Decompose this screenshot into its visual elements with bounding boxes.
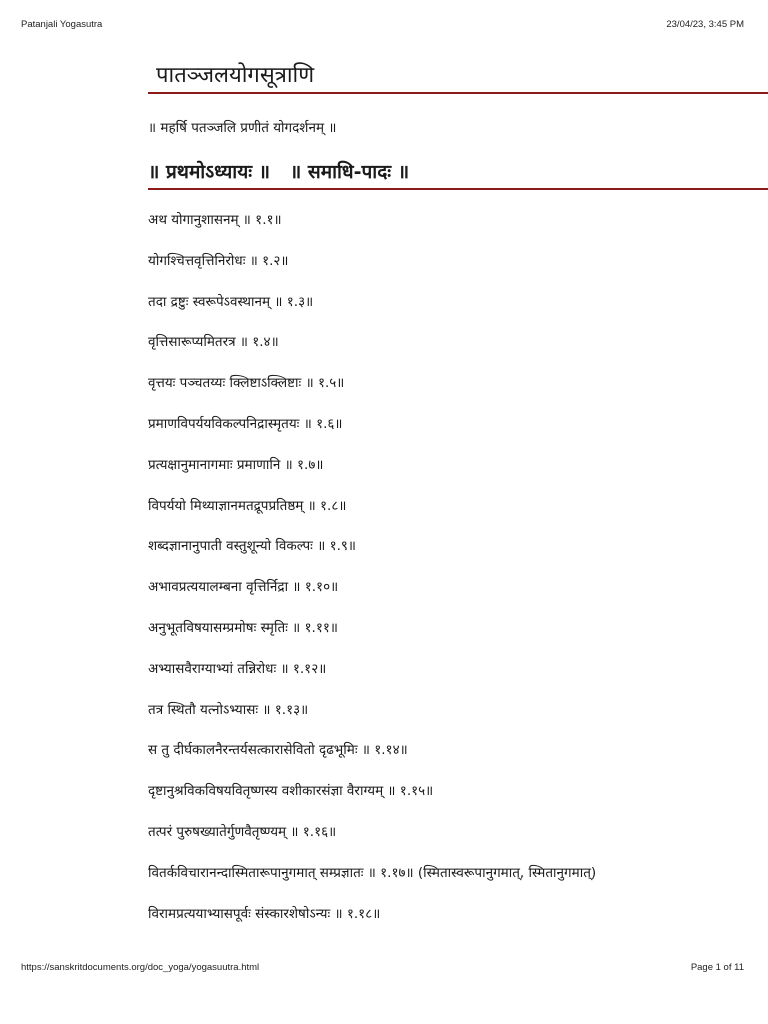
sutra-line: वृत्तयः पञ्चतय्यः क्लिष्टाऽक्लिष्टाः ॥ १.५॥ (148, 375, 345, 392)
sutra-line: तदा द्रष्टुः स्वरूपेऽवस्थानम् ॥ १.३॥ (148, 293, 314, 310)
sutra-line: स तु दीर्घकालनैरन्तर्यसत्कारासेवितो दृढभूमिः ॥ १.१४॥ (148, 742, 408, 759)
chapter-heading: ॥ प्रथमोऽध्यायः ॥ ॥ समाधि-पादः ॥ (148, 158, 768, 190)
document-content (148, 58, 768, 938)
print-header-title: Patanjali Yogasutra (21, 19, 103, 30)
print-header (21, 19, 744, 30)
sutra-line: प्रत्यक्षानुमानागमाः प्रमाणानि ॥ १.७॥ (148, 456, 324, 473)
sutra-list (148, 210, 768, 924)
page-title: पातञ्जलयोगसूत्राणि (148, 58, 768, 94)
sutra-line: वृत्तिसारूप्यमितरत्र ॥ १.४॥ (148, 334, 279, 351)
sutra-line: शब्दज्ञानानुपाती वस्तुशून्यो विकल्पः ॥ १.९॥ (148, 538, 356, 555)
sutra-line: वितर्कविचारानन्दास्मितारूपानुगमात् सम्प्रज्ञातः ॥ १.१७॥ (स्मितास्वरूपानुगमात्, स्मितानुगमात्) (148, 864, 597, 881)
print-footer-page: Page 1 of 11 (690, 962, 744, 973)
sutra-line: अभावप्रत्ययालम्बना वृत्तिर्निद्रा ॥ १.१०॥ (148, 579, 339, 596)
sutra-line: प्रमाणविपर्ययविकल्पनिद्रास्मृतयः ॥ १.६॥ (148, 415, 343, 432)
print-footer-url[interactable]: https://sanskritdocuments.org/doc_yoga/yogasuutra.html (21, 962, 260, 973)
print-header-datetime: 23/04/23, 3:45 PM (666, 19, 744, 30)
sutra-line: अथ योगानुशासनम् ॥ १.१॥ (148, 212, 282, 228)
sutra-line: अभ्यासवैराग्याभ्यां तन्निरोधः ॥ १.१२॥ (148, 660, 327, 677)
page-subtitle: ॥ महर्षि पतञ्जलि प्रणीतं योगदर्शनम् ॥ (148, 120, 337, 136)
sutra-line: अनुभूतविषयासम्प्रमोषः स्मृतिः ॥ १.११॥ (148, 619, 338, 636)
sutra-line: विपर्ययो मिथ्याज्ञानमतद्रूपप्रतिष्ठम् ॥ १.८॥ (148, 497, 347, 514)
sutra-line: योगश्चित्तवृत्तिनिरोधः ॥ १.२॥ (148, 252, 289, 269)
sutra-line: तत्र स्थितौ यत्नोऽभ्यासः ॥ १.१३॥ (148, 701, 309, 718)
sutra-line: विरामप्रत्ययाभ्यासपूर्वः संस्कारशेषोऽन्यः ॥ १.१८॥ (148, 905, 381, 922)
print-footer (21, 962, 744, 973)
sutra-line: दृष्टानुश्रविकविषयवितृष्णस्य वशीकारसंज्ञा वैराग्यम् ॥ १.१५॥ (148, 783, 434, 800)
sutra-line: तत्परं पुरुषख्यातेर्गुणवैतृष्ण्यम् ॥ १.१६॥ (148, 823, 337, 840)
